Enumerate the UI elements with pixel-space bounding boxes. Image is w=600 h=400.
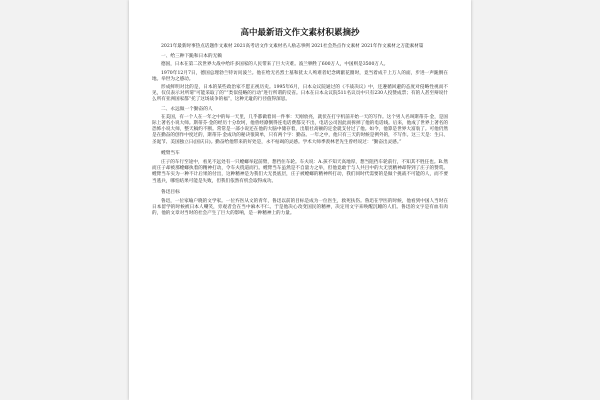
section-1-paragraph-1: 德国，日本在第二次世界大战中给许多国家的人民带来了巨大灾难。波兰牺牲了600万人，中国则是3500万人。 — [161, 62, 389, 68]
document-title: 高中最新语文作文素材积累摘抄 — [240, 28, 360, 38]
section-1-title: 一、给三种下跪和日本的无赖 — [161, 54, 222, 60]
section-3-title: 螳臂当车 — [161, 150, 180, 156]
section-4-title: 鲁迅目标 — [161, 189, 180, 195]
section-2-title: 二、永远做一个勤奋的人 — [161, 106, 213, 112]
section-1-paragraph-3: 形成鲜明对比的是，日本的某些政治家不愿正视历史。1995年6月，日本众议院通过的《不战决议》中，还遵循回避的态度对侵略性视而不见，仅仅表示对所谓“可能采取了的”“类似侵略的行动”进行所谓的反省。日本在日本众议院511名议员中只有230人投赞成票；有的人甚至辩说什么所有亚洲国家都“托了这场战争的福”，这种无耻的行径值得深思。 — [152, 85, 448, 103]
section-3-paragraph-1: 庄子的车行至途中，看见不远处有一只螳螂举起前臂，想挡住车轮。车夫说：A.孩不知天高地厚，想当阻挡车轮前行，不知其不胜任也。B.然而庄子却被那螳螂执着的精神打动，令车夫绕道而行。螳臂当车虽然是不自量力之举，但他竟敢于与人共目中的大无畏精神却得到了庄子的赞赏。螳臂当车实为一种不计后果的付出，这种精神是为我们大无畏底层，庄子被螳螂的精神所打动，我们同时代需要的是做个挑战不可能的人，而不要当逃兵，哪怕结果可能是失败，但我们依然有机会取得成功。 — [152, 160, 448, 184]
section-1-paragraph-2: 1970年12月7日，德国总理勃兰特访问波兰。他在给无名烈士墓和犹太人殉难者纪念碑献花圈时，竟当着成千上万人的面，步进一声跪倒在地。举世为之感动。 — [152, 70, 448, 82]
document-page — [129, 0, 471, 400]
intro-paragraph: 2021年最新时事热点话题作文素材 2021高考语文作文素材名人励志事例 2021社会热点作文素材 2021年作文素材之万能素材篇 — [161, 44, 424, 49]
document-content — [152, 28, 448, 220]
section-2-paragraph-1: 在美国，有一个人在一年之中的每一天里，几乎都做着同一件事：天刚放亮，就伏在打字机前开始一天的写作。这个男人名叫斯蒂芬·金，是国际上著名小说大师。斯蒂芬·金的经历十分坎坷，他曾经潦倒得连电话费都交不出，电话公司因此而拆掉了他的电话线。后来，他成了世界上著名的恐怖小说大师，整天稿约不断。常常是一部小说还在他的大脑中储存着，出版社高额的定金就支付过了他。如今，他算是世界大富翁了。可他仍然是在勤奋的创作中度过的，斯蒂芬·金成功的秘诀很简单，只有两个字：勤奋。一年之中，他只有三天的时候是例外的，不写作。这三天是：生日、圣诞节、美国独立日(国庆日)。勤奋给他带来的好处是，永不枯竭的灵感。学术大师季羡林老先生曾经说过：“勤奋出灵感。” — [152, 114, 448, 145]
section-4-paragraph-1: 鲁迅，一位家喻户晓的文学家。一位弃医从文的青年，鲁迅以前的目标是成为一位医生，救死扶伤。鲁迅在学医的时候，他看到中国人当时在日本留学的时候被日本人嘲笑，旁观者会在当中麻木不仁。于是他决心改变国民的精神，决定用文字来唤醒沉睡的人们。鲁迅的文字是有血有肉的，他的文章对当时的社会产生了巨大的影响，是一种精神上的力量。 — [152, 199, 448, 217]
